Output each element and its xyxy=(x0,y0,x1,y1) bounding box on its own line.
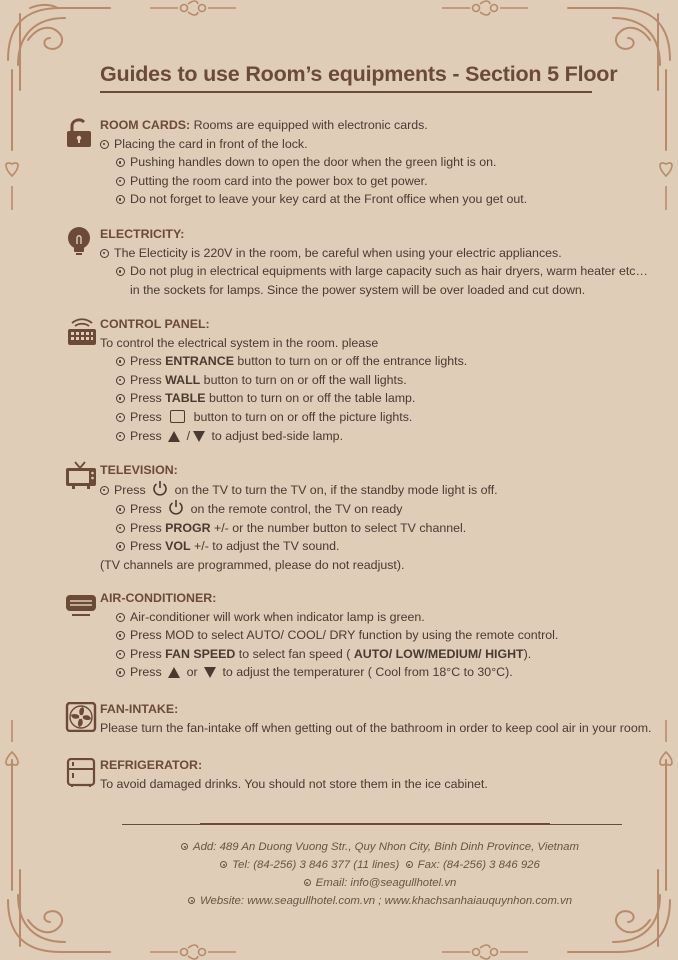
air-conditioner-heading: AIR-CONDITIONER: xyxy=(100,591,217,605)
bullet-icon xyxy=(304,879,311,886)
refrigerator-icon xyxy=(64,758,98,788)
television-icon xyxy=(64,461,98,491)
bedside-text: to adjust bed-side lamp. xyxy=(208,428,344,443)
padlock-icon xyxy=(64,118,98,148)
room-cards-item-1: Placing the card in front of the lock. xyxy=(114,136,308,151)
press-text: Press xyxy=(130,665,166,680)
footer-email[interactable]: Email: info@seagullhotel.vn xyxy=(315,877,457,889)
television-note: (TV channels are programmed, please do not readjust). xyxy=(100,557,405,572)
keypad-icon xyxy=(64,317,98,347)
air-conditioner-icon xyxy=(64,593,98,623)
wall-text: button to turn on or off the wall lights. xyxy=(200,372,407,387)
bullet-icon xyxy=(100,140,109,149)
press-text: Press xyxy=(114,482,150,497)
press-text: Press xyxy=(130,428,166,443)
footer-website[interactable]: Website: www.seagullhotel.com.vn ; www.khachsanhaiauquynhon.com.vn xyxy=(199,895,573,907)
control-panel-intro: To control the electrical system in the room. please xyxy=(100,335,379,350)
wall-label: WALL xyxy=(165,372,201,387)
press-text: Press xyxy=(130,409,166,424)
ac-item-2: Press MOD to select AUTO/ COOL/ DRY function by using the remote control. xyxy=(130,628,559,643)
room-cards-item-2: Pushing handles down to open the door when the green light is on. xyxy=(130,155,497,170)
page-title: Guides to use Room’s equipments - Section 5 Floor xyxy=(100,62,592,93)
footer-tel: Tel: (84-256) 3 846 377 (11 lines) xyxy=(232,859,400,871)
footer-divider xyxy=(122,824,622,825)
slash-text: / xyxy=(183,428,191,443)
refrigerator-text: To avoid damaged drinks. You should not store them in the ice cabinet. xyxy=(100,776,488,791)
bullet-icon xyxy=(116,158,125,167)
room-cards-heading: ROOM CARDS: xyxy=(100,118,191,132)
temperature-text: to adjust the temperaturer ( Cool from 18°C to 30°C). xyxy=(219,665,513,680)
lightbulb-icon xyxy=(64,226,98,256)
bullet-icon xyxy=(116,376,125,385)
vol-text: +/- to adjust the TV sound. xyxy=(190,539,340,554)
tv-power-text: on the TV to turn the TV on, if the standby mode light is off. xyxy=(171,482,498,497)
fan-intake-heading: FAN-INTAKE: xyxy=(100,702,179,716)
square-button-icon xyxy=(170,410,185,423)
bullet-icon xyxy=(116,524,125,533)
press-text: Press xyxy=(130,502,166,517)
control-panel-heading: CONTROL PANEL: xyxy=(100,317,210,331)
bullet-icon xyxy=(181,843,188,850)
fan-end-text: ). xyxy=(523,646,532,661)
bullet-icon xyxy=(116,394,125,403)
ac-item-1: Air-conditioner will work when indicator lamp is green. xyxy=(130,609,425,624)
footer-fax: Fax: (84-256) 3 846 926 xyxy=(417,859,540,871)
bullet-icon xyxy=(116,413,125,422)
fan-speed-label: FAN SPEED xyxy=(165,646,236,661)
press-text: Press xyxy=(130,520,166,535)
electricity-item-2: Do not plug in electrical equipments with large capacity such as hair dryers, warm heater etc… xyxy=(130,264,648,279)
power-icon xyxy=(152,480,168,496)
fan-intake-text: Please turn the fan-intake off when getting out of the bathroom in order to keep cool air in your room. xyxy=(100,720,652,735)
or-text: or xyxy=(183,665,202,680)
bullet-icon xyxy=(116,432,125,441)
bullet-icon xyxy=(116,668,125,677)
fan-modes-label: AUTO/ LOW/MEDIUM/ HIGHT xyxy=(353,646,524,661)
room-cards-intro: Rooms are equipped with electronic cards. xyxy=(190,118,428,132)
fan-speed-text: to select fan speed ( xyxy=(235,646,354,661)
bullet-icon xyxy=(406,861,413,868)
power-icon xyxy=(168,499,184,515)
entrance-text: button to turn on or off the entrance lights. xyxy=(233,354,468,369)
press-text: Press xyxy=(130,354,166,369)
bullet-icon xyxy=(116,631,125,640)
progr-label: PROGR xyxy=(165,520,211,535)
bullet-icon xyxy=(188,897,195,904)
hotel-contact-footer xyxy=(100,838,660,910)
bullet-icon xyxy=(116,357,125,366)
room-cards-item-4: Do not forget to leave your key card at the Front office when you get out. xyxy=(130,192,528,207)
triangle-up-icon xyxy=(168,431,180,442)
room-cards-item-3: Putting the room card into the power box to get power. xyxy=(130,173,428,188)
refrigerator-heading: REFRIGERATOR: xyxy=(100,758,203,772)
table-label: TABLE xyxy=(165,391,206,406)
bullet-icon xyxy=(116,542,125,551)
bullet-icon xyxy=(220,861,227,868)
press-text: Press xyxy=(130,539,166,554)
bullet-icon xyxy=(116,195,125,204)
entrance-label: ENTRANCE xyxy=(165,354,234,369)
bullet-icon xyxy=(116,505,125,514)
press-text: Press xyxy=(130,391,166,406)
bullet-icon xyxy=(100,249,109,258)
fan-icon xyxy=(64,702,98,732)
bullet-icon xyxy=(116,613,125,622)
bullet-icon xyxy=(116,267,125,276)
picture-text: button to turn on or off the picture lights. xyxy=(190,409,413,424)
electricity-item-1: The Electicity is 220V in the room, be careful when using your electric appliances. xyxy=(114,245,562,260)
electricity-heading: ELECTRICITY: xyxy=(100,227,185,241)
triangle-down-icon xyxy=(204,667,216,678)
triangle-down-icon xyxy=(193,431,205,442)
vol-label: VOL xyxy=(165,539,191,554)
bullet-icon xyxy=(116,177,125,186)
bullet-icon xyxy=(100,486,109,495)
television-heading: TELEVISION: xyxy=(100,463,178,477)
triangle-up-icon xyxy=(168,667,180,678)
remote-power-text: on the remote control, the TV on ready xyxy=(187,502,403,517)
electricity-continuation: in the sockets for lamps. Since the power system will be over loaded and cut down. xyxy=(130,282,586,297)
table-text: button to turn on or off the table lamp. xyxy=(205,391,416,406)
press-text: Press xyxy=(130,372,166,387)
footer-address: Add: 489 An Duong Vuong Str., Quy Nhon City, Binh Dinh Province, Vietnam xyxy=(192,841,580,853)
press-text: Press xyxy=(130,646,166,661)
progr-text: +/- or the number button to select TV channel. xyxy=(210,520,467,535)
bullet-icon xyxy=(116,650,125,659)
